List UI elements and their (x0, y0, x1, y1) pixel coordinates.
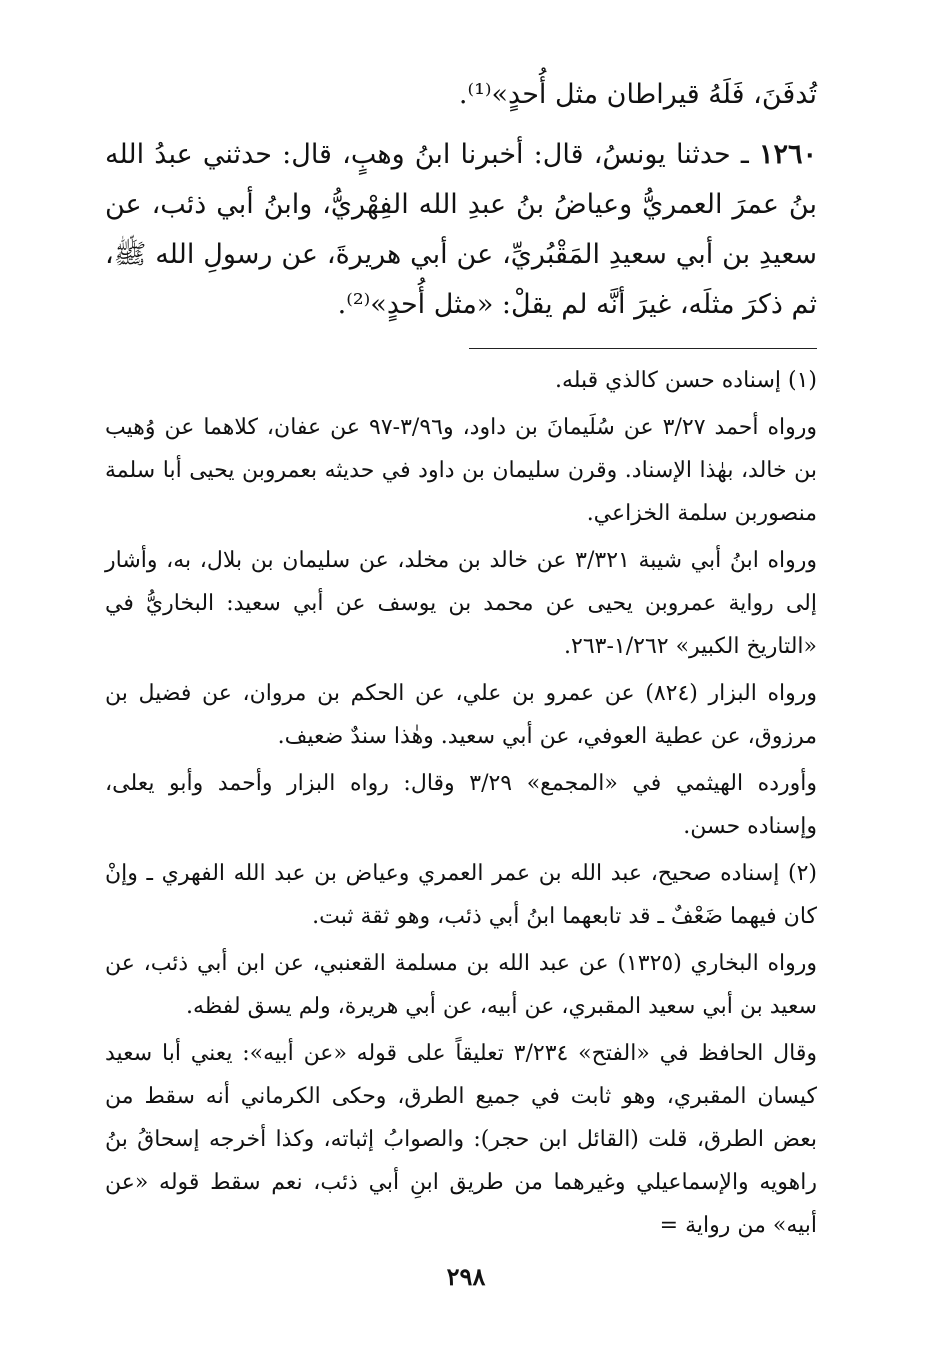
footnote-paragraph: وقال الحافظ في «الفتح» ٣/٢٣٤ تعليقاً على قوله «عن أبيه»: يعني أبا سعيد كيسان المقبري، وهو ثابت في جميع الطرق، وحكى الكرماني أنه سقط من بعض الطرق، قلت (القائل ابن حجر): والصوابُ إثباته، وكذا أخرجه إسحاقُ بنُ راهويه والإسماعيلي وغيرهما من طريق ابنِ أبي ذئب، نعم سقط قوله «عن أبيه» من رواية = (105, 1041, 818, 1238)
footnote-1: (١) إسناده حسن كالذي قبله. (554, 368, 817, 393)
footnote-paragraph: ورواه البخاري (١٣٢٥) عن عبد الله بن مسلمة القعنبي، عن ابن أبي ذئب، عن سعيد بن أبي سعيد المقبري، عن أبيه، عن أبي هريرة، ولم يسق لفظه. (105, 951, 817, 1019)
hadith-text: ـ حدثنا يونسُ، قال: أخبرنا ابنُ وهبٍ، قال: حدثني عبدُ الله بنُ عمرَ العمريُّ وعياضُ بنُ عبدِ الله الفِهْريُّ، وابنُ أبي ذئب، عن سعيدِ بن أبي سعيدِ المَقْبُريِّ، عن أبي هريرةَ، عن رسولِ الله ﷺ، ثم ذكرَ مثلَه، غيرَ أنَّه لم يقلْ: «مثل أُحدٍ»⁽²⁾. (105, 139, 817, 320)
footnote-paragraph: ورواه أحمد ٣/٢٧ عن سُلَيمانَ بن داود، و٣/٩٦-٩٧ عن عفان، كلاهما عن وُهيب بن خالد، بهٰذا الإسناد. وقرن سليمان بن داود في حديثه بعمروبن يحيى أبا سلمة منصوربن سلمة الخزاعي. (105, 415, 817, 526)
page-number: ٢٩٨ (446, 1262, 486, 1291)
hadith-number: ١٢٦٠ (758, 139, 817, 170)
main-text (105, 70, 817, 330)
footnote-divider (469, 348, 817, 349)
footnote-paragraph: ورواه ابنُ أبي شيبة ٣/٣٢١ عن خالد بن مخلد، عن سليمان بن بلال، به، وأشار إلى رواية عمروبن يحيى عن محمد بن يوسف عن أبي سعيد: البخاريُّ في «التاريخ الكبير» ١/٢٦٢-٢٦٣. (105, 548, 817, 659)
main-paragraph-2 (105, 130, 817, 330)
footnote-paragraph: ورواه البزار (٨٢٤) عن عمرو بن علي، عن الحكم بن مروان، عن فضيل بن مرزوق، عن عطية العوفي، عن أبي سعيد. وهٰذا سندٌ ضعيف. (105, 681, 817, 749)
footnotes (105, 359, 817, 1247)
footnote-paragraph: وأورده الهيثمي في «المجمع» ٣/٢٩ وقال: رواه البزار وأحمد وأبو يعلى، وإسناده حسن. (105, 771, 817, 839)
footnote-2: (٢) إسناده صحيح، عبد الله بن عمر العمري وعياض بن عبد الله الفهري ـ وإنْ كان فيهما ضَعْفٌ ـ قد تابعهما ابنُ أبي ذئب، وهو ثقة ثبت. (105, 861, 817, 929)
main-paragraph-1: تُدفَنَ، فَلَهُ قيراطان مثل أُحدٍ»⁽¹⁾. (458, 79, 817, 110)
footnote-divider-wrap (105, 348, 817, 349)
page-body (105, 70, 817, 1247)
